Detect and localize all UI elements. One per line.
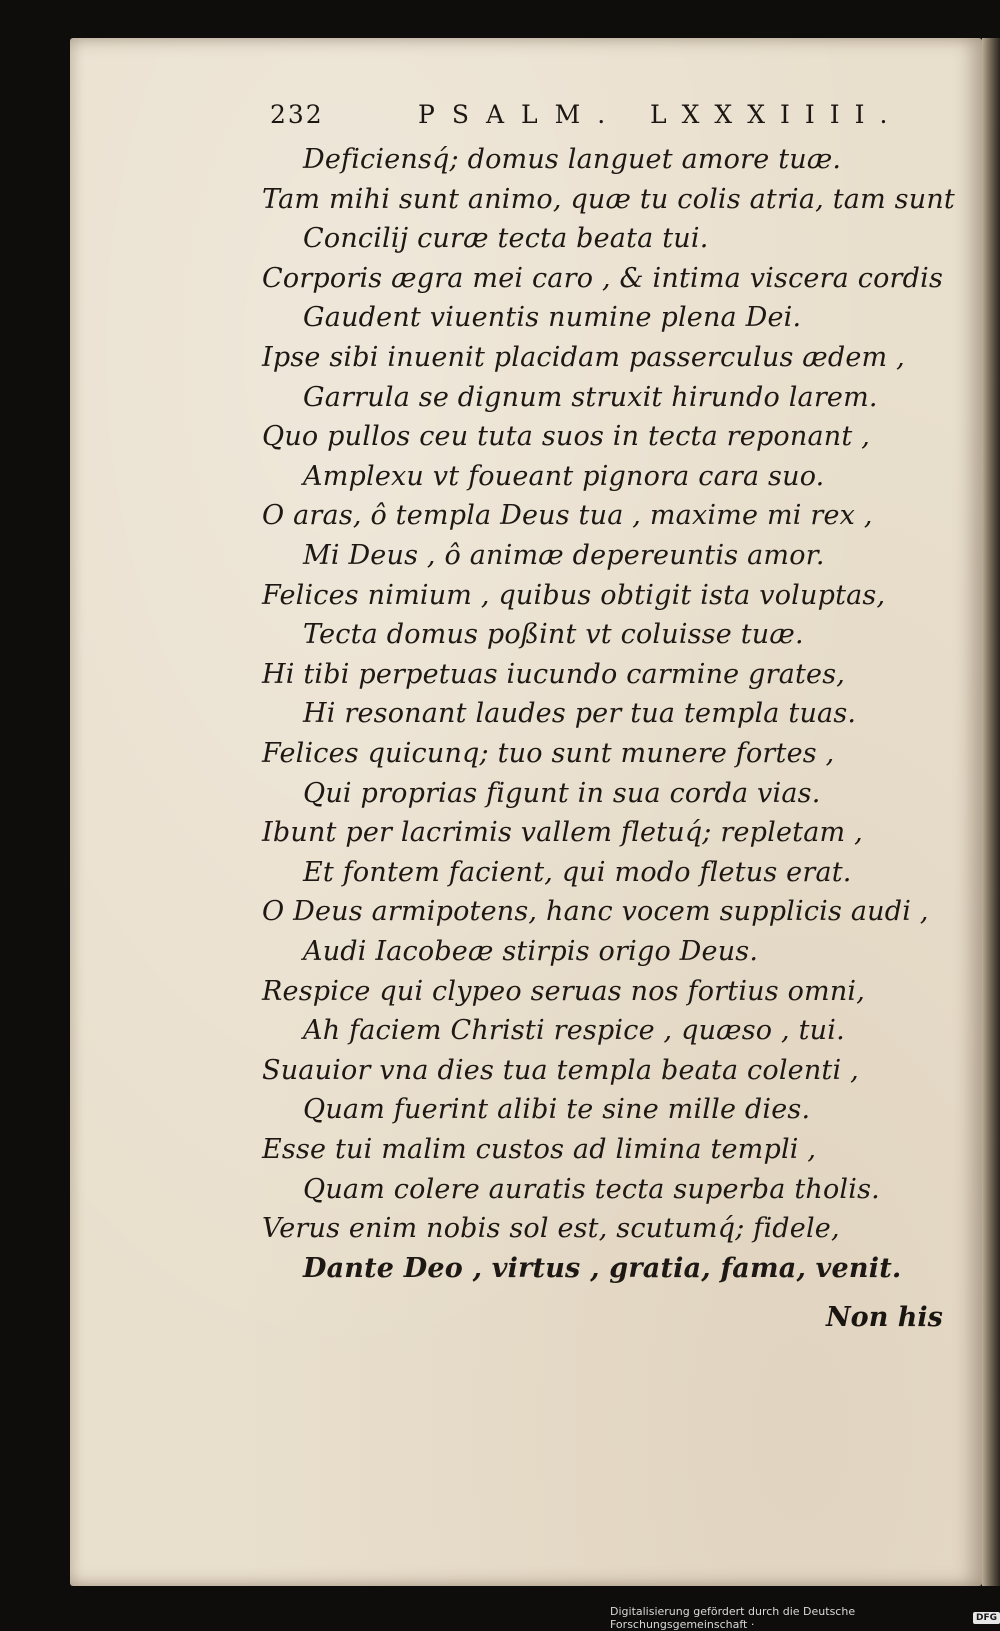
verse-line: Quo pullos ceu tuta suos in tecta reponant , bbox=[262, 421, 870, 452]
verse-line: Audi Iacobeæ stirpis origo Deus. bbox=[303, 936, 759, 967]
dfg-logo: DFG bbox=[973, 1612, 1000, 1624]
verse-line: Hi tibi perpetuas iucundo carmine grates, bbox=[262, 659, 846, 690]
verse-line: Et fontem facient, qui modo fletus erat. bbox=[303, 857, 852, 888]
verse-line: Deficiensq́; domus languet amore tuæ. bbox=[303, 144, 842, 175]
verse-line: Ibunt per lacrimis vallem fletuq́; repletam , bbox=[262, 817, 863, 848]
verse-line: Garrula se dignum struxit hirundo larem. bbox=[303, 382, 878, 413]
verse-line: Corporis ægra mei caro , & intima viscera cordis bbox=[262, 263, 944, 294]
verse-line: Ah faciem Christi respice , quæso , tui. bbox=[303, 1015, 845, 1046]
verse-line: Gaudent viuentis numine plena Dei. bbox=[303, 302, 802, 333]
verse-line: Dante Deo , virtus , gratia, fama, venit. bbox=[303, 1253, 902, 1284]
verse-line: Tam mihi sunt animo, quæ tu colis atria, tam sunt bbox=[262, 184, 955, 215]
verse-line: Felices nimium , quibus obtigit ista voluptas, bbox=[262, 580, 886, 611]
verse-line: Tecta domus poßint vt coluisse tuæ. bbox=[303, 619, 804, 650]
psalm-title: PSALM. bbox=[418, 100, 623, 129]
catchword: Non his bbox=[826, 1302, 943, 1333]
verse-line: Hi resonant laudes per tua templa tuas. bbox=[303, 698, 857, 729]
verse-line: Quam colere auratis tecta superba tholis. bbox=[303, 1174, 880, 1205]
verse-line: Mi Deus , ô animæ depereuntis amor. bbox=[303, 540, 825, 571]
verse-line: Suauior vna dies tua templa beata colenti , bbox=[262, 1055, 859, 1086]
verse-line: O Deus armipotens, hanc vocem supplicis audi , bbox=[262, 896, 929, 927]
verse-line: Respice qui clypeo seruas nos fortius omni, bbox=[262, 976, 866, 1007]
verse-line: Esse tui malim custos ad limina templi , bbox=[262, 1134, 817, 1165]
verse-line: Qui proprias figunt in sua corda vias. bbox=[303, 778, 821, 809]
page-number: 232 bbox=[270, 100, 324, 129]
verse-line: Amplexu vt foueant pignora cara suo. bbox=[303, 461, 825, 492]
verse-line: Quam fuerint alibi te sine mille dies. bbox=[303, 1094, 811, 1125]
verse-line: Concilij curæ tecta beata tui. bbox=[303, 223, 709, 254]
verse-line: Ipse sibi inuenit placidam passerculus ædem , bbox=[262, 342, 905, 373]
psalm-numeral: LXXXIIII. bbox=[650, 100, 903, 129]
verse-line: Verus enim nobis sol est, scutumq́; fidele, bbox=[262, 1213, 840, 1244]
page-edge bbox=[982, 38, 1000, 1586]
verse-line: O aras, ô templa Deus tua , maxime mi rex , bbox=[262, 500, 873, 531]
footer-credit-text: Digitalisierung gefördert durch die Deutsche Forschungsgemeinschaft · bbox=[610, 1605, 856, 1631]
digitization-footer bbox=[610, 1605, 1000, 1631]
verse-line: Felices quicunq; tuo sunt munere fortes , bbox=[262, 738, 835, 769]
